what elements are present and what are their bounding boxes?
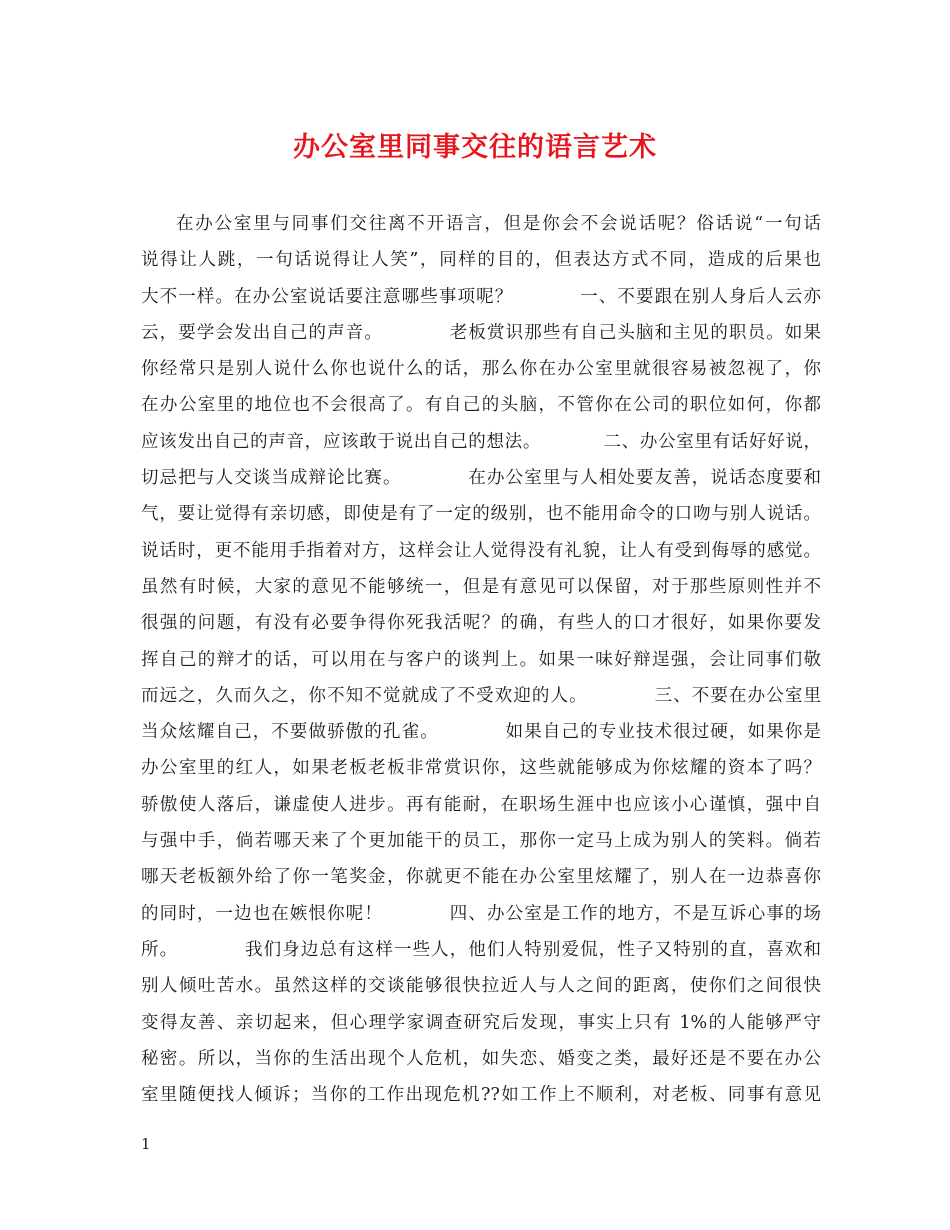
text-line: 与强中手，倘若哪天来了个更加能干的员工，那你一定马上成为别人的笑料。倘若 — [141, 831, 821, 852]
text-line: 变得友善、亲切起来，但心理学家调查研究后发现，事实上只有 1%的人能够严守 — [141, 1012, 821, 1033]
page-number: 1 — [141, 1135, 151, 1153]
document-title: 办公室里同事交往的语言艺术 — [293, 132, 657, 163]
text-line: 很强的问题，有没有必要争得你死我活呢？的确，有些人的口才很好，如果你要发 — [141, 613, 821, 634]
text-line: 大不一样。在办公室说话要注意哪些事项呢？ 一、不要跟在别人身后人云亦 — [141, 286, 821, 307]
text-line: 室里随便找人倾诉；当你的工作出现危机??如工作上不顺利，对老板、同事有意见 — [141, 1085, 821, 1106]
text-line: 说得让人跳，一句话说得让人笑”，同样的目的，但表达方式不同，造成的后果也 — [141, 250, 821, 271]
text-line: 虽然有时候，大家的意见不能够统一，但是有意见可以保留，对于那些原则性并不 — [141, 576, 821, 597]
text-line: 秘密。所以，当你的生活出现个人危机，如失恋、婚变之类，最好还是不要在办公 — [141, 1048, 821, 1069]
text-line: 而远之，久而久之，你不知不觉就成了不受欢迎的人。 三、不要在办公室里 — [141, 685, 821, 706]
text-line: 应该发出自己的声音，应该敢于说出自己的想法。 二、办公室里有话好好说， — [141, 431, 821, 452]
text-line: 骄傲使人落后，谦虚使人进步。再有能耐，在职场生涯中也应该小心谨慎，强中自 — [141, 794, 821, 815]
text-line: 办公室里的红人，如果老板老板非常赏识你，这些就能够成为你炫耀的资本了吗？ — [141, 758, 821, 779]
text-line: 切忌把与人交谈当成辩论比赛。 在办公室里与人相处要友善，说话态度要和 — [141, 468, 821, 489]
text-line: 挥自己的辩才的话，可以用在与客户的谈判上。如果一味好辩逞强，会让同事们敬 — [141, 649, 821, 670]
text-line: 在办公室里与同事们交往离不开语言，但是你会不会说话呢？俗话说“一句话 — [176, 214, 821, 234]
text-line: 气，要让觉得有亲切感，即使是有了一定的级别，也不能用命令的口吻与别人说话。 — [141, 504, 821, 525]
text-line: 云，要学会发出自己的声音。 老板赏识那些有自己头脑和主见的职员。如果 — [141, 322, 821, 343]
text-line: 的同时，一边也在嫉恨你呢！ 四、办公室是工作的地方，不是互诉心事的场 — [141, 903, 821, 924]
text-line: 哪天老板额外给了你一笔奖金，你就更不能在办公室里炫耀了，别人在一边恭喜你 — [141, 867, 821, 888]
text-line: 在办公室里的地位也不会很高了。有自己的头脑，不管你在公司的职位如何，你都 — [141, 395, 821, 416]
text-line: 当众炫耀自己，不要做骄傲的孔雀。 如果自己的专业技术很过硬，如果你是 — [141, 722, 821, 743]
text-line: 别人倾吐苦水。虽然这样的交谈能够很快拉近人与人之间的距离，使你们之间很快 — [141, 976, 821, 997]
text-line: 说话时，更不能用手指着对方，这样会让人觉得没有礼貌，让人有受到侮辱的感觉。 — [141, 540, 821, 561]
body-text — [141, 206, 821, 1113]
text-line: 所。 我们身边总有这样一些人，他们人特别爱侃，性子又特别的直，喜欢和 — [141, 939, 821, 960]
text-line: 你经常只是别人说什么你也说什么的话，那么你在办公室里就很容易被忽视了，你 — [141, 359, 821, 380]
